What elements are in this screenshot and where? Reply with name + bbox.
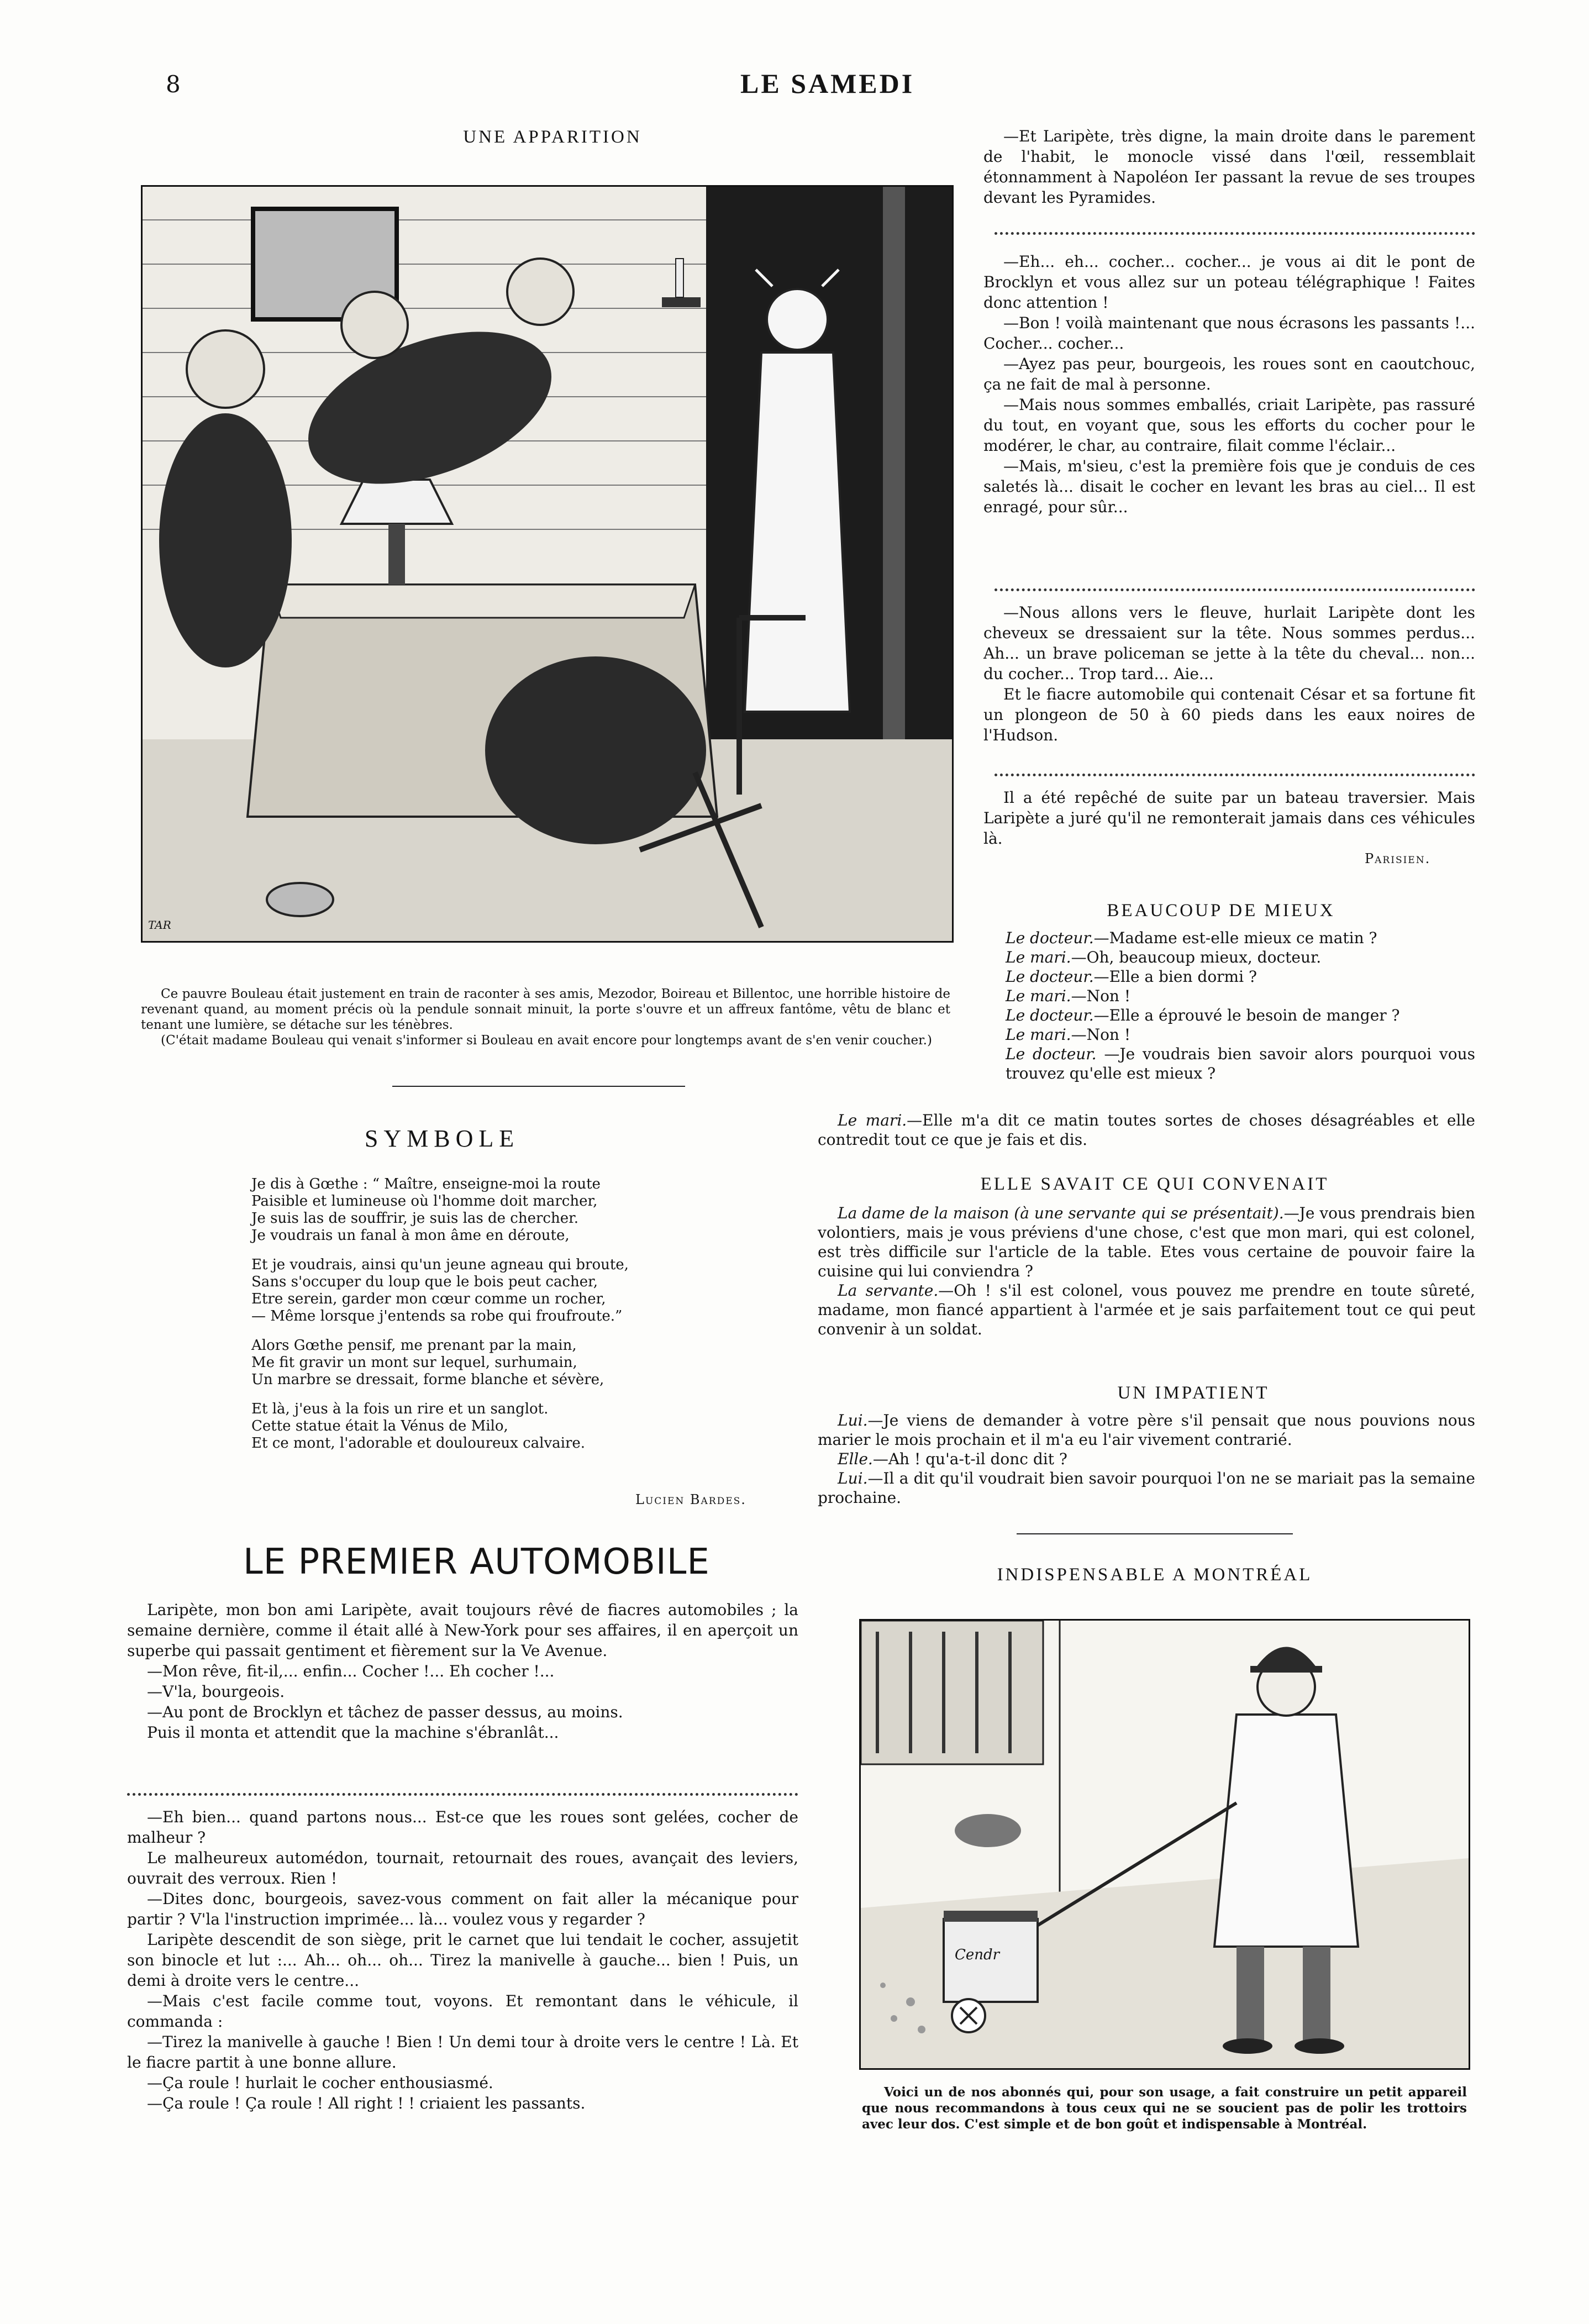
dialog-line: Le mari.—Non ! bbox=[1006, 987, 1131, 1005]
montreal-illustration bbox=[859, 1619, 1470, 2070]
story-paragraph: —Mais c'est facile comme tout, voyons. Et remontant dans le véhicule, il commanda : bbox=[127, 1992, 798, 2031]
story-paragraph: —Au pont de Brocklyn et tâchez de passer dessus, au moins. bbox=[147, 1703, 623, 1721]
story-paragraph: Laripète, mon bon ami Laripète, avait toujours rêvé de fiacres automobiles ; la semaine dernière, comme il était allé à New-York pour ses affaires, il en aperçoit un superbe qui passait gentiment et fièrement sur la Ve Avenue. bbox=[127, 1601, 798, 1660]
story-paragraph: —Tirez la manivelle à gauche ! Bien ! Un demi tour à droite vers le centre ! Là. Et le fiacre partit à une bonne allure. bbox=[127, 2033, 798, 2071]
newspaper-title: LE SAMEDI bbox=[740, 68, 915, 99]
poem-line: Alors Gœthe pensif, me prenant par la main, bbox=[251, 1337, 577, 1354]
ash-box-label: Cendr bbox=[955, 1947, 1000, 1963]
automobile-part4 bbox=[983, 251, 1475, 517]
story-paragraph: Le malheureux automédon, tournait, retournait des roues, avançait des leviers, ouvrait des verroux. Rien ! bbox=[127, 1849, 798, 1887]
story-paragraph: —Ça roule ! hurlait le cocher enthousiasmé. bbox=[147, 2074, 493, 2092]
symbole-title: SYMBOLE bbox=[364, 1125, 520, 1152]
story-paragraph: —V'la, bourgeois. bbox=[147, 1682, 285, 1701]
poem-line: Sans s'occuper du loup que le bois peut cacher, bbox=[251, 1274, 598, 1290]
montreal-caption: Voici un de nos abonnés qui, pour son usage, a fait construire un petit appareil que nous recommandons à tous ceux qui ne se soucient pas de polir les trottoirs avec leur dos. C'est simple et de bon goût et indispensable à Montréal. bbox=[862, 2085, 1467, 2132]
dialog-line: Elle.—Ah ! qu'a-t-il donc dit ? bbox=[838, 1450, 1067, 1468]
beaucoup-title: BEAUCOUP DE MIEUX bbox=[1107, 901, 1335, 921]
poem-line: Etre serein, garder mon cœur comme un rocher, bbox=[251, 1291, 606, 1307]
poem-line: Je voudrais un fanal à mon âme en déroute, bbox=[251, 1227, 570, 1244]
poem-line: Je dis à Gœthe : “ Maître, enseigne-moi la route bbox=[251, 1176, 601, 1192]
symbole-signature: Lucien Bardes. bbox=[635, 1492, 746, 1507]
impatient-title: UN IMPATIENT bbox=[1117, 1383, 1270, 1403]
story-paragraph: —Mais nous sommes emballés, criait Laripète, pas rassuré du tout, en voyant que, sous les efforts du cocher pour le modérer, le char, au contraire, filait comme l'éclair... bbox=[983, 396, 1475, 455]
dialog-line: Le docteur.—Elle a éprouvé le besoin de manger ? bbox=[1006, 1006, 1400, 1024]
story-paragraph: —Eh... eh... cocher... cocher... je vous ai dit le pont de Brocklyn et vous allez sur un poteau télégraphique ! Faites donc attention ! bbox=[983, 253, 1475, 312]
poem-line: Paisible et lumineuse où l'homme doit marcher, bbox=[251, 1193, 598, 1210]
divider bbox=[1017, 1533, 1293, 1534]
dialog-line: Le docteur.—Elle a bien dormi ? bbox=[1006, 968, 1257, 986]
dialog-line: Le docteur.—Madame est-elle mieux ce matin ? bbox=[1006, 929, 1377, 947]
elle-savait-title: ELLE SAVAIT CE QUI CONVENAIT bbox=[980, 1174, 1329, 1194]
poem-line: Cette statue était la Vénus de Milo, bbox=[251, 1418, 508, 1434]
automobile-part2 bbox=[127, 1807, 798, 2113]
dotted-separator bbox=[995, 774, 1475, 776]
dialog-line: Lui.—Je viens de demander à votre père s'il pensait que nous pouvions nous marier le mois prochain et il m'a eu l'air vivement contrarié. bbox=[818, 1411, 1475, 1449]
automobile-part5 bbox=[983, 602, 1475, 745]
elle-savait-dialog bbox=[818, 1203, 1475, 1339]
story-paragraph: Puis il monta et attendit que la machine s'ébranlât... bbox=[147, 1723, 559, 1742]
poem-line: Et là, j'eus à la fois un rire et un sanglot. bbox=[251, 1401, 549, 1417]
divider bbox=[392, 1086, 685, 1087]
dotted-separator bbox=[995, 232, 1475, 235]
dialog-line: La servante.—Oh ! s'il est colonel, vous pouvez me prendre en toute sûreté, madame, mon fiancé appartient à l'armée et je sais parfaitement tout ce qui peut convenir à un soldat. bbox=[818, 1281, 1476, 1338]
automobile-part1 bbox=[127, 1600, 798, 1743]
dialog-line: Le mari.—Elle m'a dit ce matin toutes sortes de choses désagréables et elle contredit tout ce que je fais et dis. bbox=[818, 1111, 1475, 1149]
story-paragraph: —Ayez pas peur, bourgeois, les roues sont en caoutchouc, ça ne fait de mal à personne. bbox=[983, 355, 1475, 393]
story-paragraph: —Nous allons vers le fleuve, hurlait Laripète dont les cheveux se dressaient sur la tête. Nous sommes perdus... Ah... un brave policeman se jette à la tête du cheval... non... du cocher... Trop tard... Aie... bbox=[983, 603, 1475, 683]
story-paragraph: Et le fiacre automobile qui contenait César et sa fortune fit un plongeon de 50 à 60 pieds dans les eaux noires de l'Hudson. bbox=[983, 685, 1475, 744]
story-paragraph: —Bon ! voilà maintenant que nous écrasons les passants !... Cocher... cocher... bbox=[983, 314, 1475, 353]
story-paragraph: —Et Laripète, très digne, la main droite dans le parement de l'habit, le monocle vissé dans l'œil, ressemblait étonnamment à Napoléon Ier passant la revue de ses troupes devant les Pyramides. bbox=[983, 127, 1475, 207]
illustration-signature: TAR bbox=[148, 918, 171, 932]
automobile-part6 bbox=[983, 787, 1475, 849]
poem-line: Et je voudrais, ainsi qu'un jeune agneau qui broute, bbox=[251, 1256, 629, 1273]
beaucoup-final-line bbox=[818, 1111, 1475, 1149]
apparition-illustration bbox=[141, 185, 954, 943]
dialog-line: Le mari.—Non ! bbox=[1006, 1026, 1131, 1044]
page-number: 8 bbox=[166, 71, 181, 98]
poem-line: — Même lorsque j'entends sa robe qui froufroute.” bbox=[251, 1308, 623, 1324]
story-paragraph: —Ça roule ! Ça roule ! All right ! ! criaient les passants. bbox=[147, 2094, 586, 2112]
caption-paragraph: (C'était madame Bouleau qui venait s'informer si Bouleau en avait encore pour longtemps avant de s'en venir coucher.) bbox=[161, 1033, 932, 1048]
symbole-poem bbox=[251, 1176, 837, 1464]
poem-line: Et ce mont, l'adorable et douloureux calvaire. bbox=[251, 1435, 586, 1452]
beaucoup-dialog bbox=[1006, 928, 1475, 1083]
dialog-line: Le mari.—Oh, beaucoup mieux, docteur. bbox=[1006, 948, 1322, 966]
automobile-signature: Parisien. bbox=[1365, 851, 1431, 866]
dialog-line: Le docteur. —Je voudrais bien savoir alors pourquoi vous trouvez qu'elle est mieux ? bbox=[1006, 1045, 1476, 1082]
story-paragraph: —Mon rêve, fit-il,... enfin... Cocher !... Eh cocher !... bbox=[147, 1662, 555, 1680]
dotted-separator bbox=[995, 588, 1475, 591]
dotted-separator bbox=[127, 1793, 798, 1796]
poem-line: Un marbre se dressait, forme blanche et sévère, bbox=[251, 1371, 604, 1388]
poem-line: Me fit gravir un mont sur lequel, surhumain, bbox=[251, 1354, 577, 1371]
story-paragraph: —Eh bien... quand partons nous... Est-ce que les roues sont gelées, cocher de malheur ? bbox=[127, 1808, 798, 1847]
caption-paragraph: Ce pauvre Bouleau était justement en train de raconter à ses amis, Mezodor, Boireau et Billentoc, une horrible histoire de revenant quand, au moment précis où la pendule sonnait minuit, la porte s'ouvre et un affreux fantôme, vêtu de blanc et tenant une lumière, se détache sur les ténèbres. bbox=[141, 987, 950, 1032]
montreal-title: INDISPENSABLE A MONTRÉAL bbox=[997, 1565, 1313, 1585]
dialog-line: Lui.—Il a dit qu'il voudrait bien savoir pourquoi l'on ne se mariait pas la semaine prochaine. bbox=[818, 1469, 1475, 1507]
automobile-part3 bbox=[983, 126, 1475, 208]
story-paragraph: Il a été repêché de suite par un bateau traversier. Mais Laripète a juré qu'il ne remonterait jamais dans ces véhicules là. bbox=[983, 788, 1475, 848]
poem-line: Je suis las de souffrir, je suis las de chercher. bbox=[251, 1210, 578, 1227]
apparition-caption bbox=[141, 986, 950, 1048]
story-paragraph: —Mais, m'sieu, c'est la première fois que je conduis de ces saletés là... disait le cocher en levant les bras au ciel... Il est enragé, pour sûr... bbox=[983, 457, 1475, 516]
apparition-title: UNE APPARITION bbox=[463, 127, 642, 147]
impatient-dialog bbox=[818, 1411, 1475, 1507]
story-paragraph: —Dites donc, bourgeois, savez-vous comment on fait aller la mécanique pour partir ? V'la l'instruction imprimée... là... voulez vous y regarder ? bbox=[127, 1890, 798, 1928]
automobile-title: LE PREMIER AUTOMOBILE bbox=[243, 1542, 710, 1582]
story-paragraph: Laripète descendit de son siège, prit le carnet que lui tendait le cocher, assujetit son binocle et lut :... Ah... oh... oh... Tirez la manivelle à gauche... bien ! Puis, un demi à droite vers le centre... bbox=[127, 1931, 798, 1990]
dialog-line: La dame de la maison (à une servante qui se présentait).—Je vous prendrais bien volontiers, mais je vous préviens d'une chose, c'est que mon mari, qui est colonel, est très difficile sur l'article de la table. Etes vous certaine de pouvoir faire la cuisine qui lui conviendra ? bbox=[818, 1204, 1475, 1280]
